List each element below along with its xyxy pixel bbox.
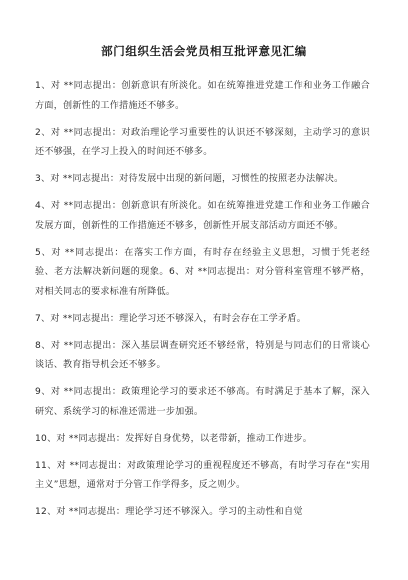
paragraph-11: 11、对 **同志提出：对政策理论学习的重视程度还不够高，有时学习存在“实用主义”思想，通常对于分管工作学得多，反之则少。 bbox=[35, 460, 370, 490]
paragraph-8: 8、对 **同志提出：深入基层调查研究还不够经常，特别是与同志们的日常谈心谈话、教育指导机会还不够多。 bbox=[35, 340, 370, 370]
document-body bbox=[35, 77, 370, 530]
paragraph-2: 2、对 **同志提出：对政治理论学习重要性的认识还不够深刻，主动学习的意识还不够强，在学习上投入的时间还不够多。 bbox=[35, 127, 370, 157]
document-title: 部门组织生活会党员相互批评意见汇编 bbox=[101, 44, 307, 58]
paragraph-4: 4、对 **同志提出：创新意识有所淡化。如在统筹推进党建工作和业务工作融合发展方面，创新性的工作措施还不够多，创新性开展支部活动方面还不够。 bbox=[35, 201, 370, 231]
paragraph-1: 1、对 **同志提出：创新意识有所淡化。如在统筹推进党建工作和业务工作融合方面，创新性的工作措施还不够多。 bbox=[35, 81, 370, 111]
paragraph-10: 10、对 **同志提出：发挥好自身优势，以老带新，推动工作进步。 bbox=[35, 433, 313, 444]
paragraph-9: 9、对 **同志提出：政策理论学习的要求还不够高。有时满足于基本了解，深入研究、系统学习的标准还需进一步加强。 bbox=[35, 387, 370, 417]
paragraph-3: 3、对 **同志提出：对待发展中出现的新问题，习惯性的按照老办法解决。 bbox=[35, 174, 344, 184]
paragraph-12: 12、对 **同志提出：理论学习还不够深入。学习的主动性和自觉 bbox=[35, 507, 303, 517]
paragraph-7: 7、对 **同志提出：理论学习还不够深入，有时会存在工学矛盾。 bbox=[35, 313, 307, 324]
paragraph-5: 5、对 **同志提出：在落实工作方面，有时存在经验主义思想，习惯于凭老经验、老方法解决新问题的现象。6、对 **同志提出：对分管科室管理不够严格，对相关同志的要求标准有所降低。 bbox=[35, 247, 370, 297]
